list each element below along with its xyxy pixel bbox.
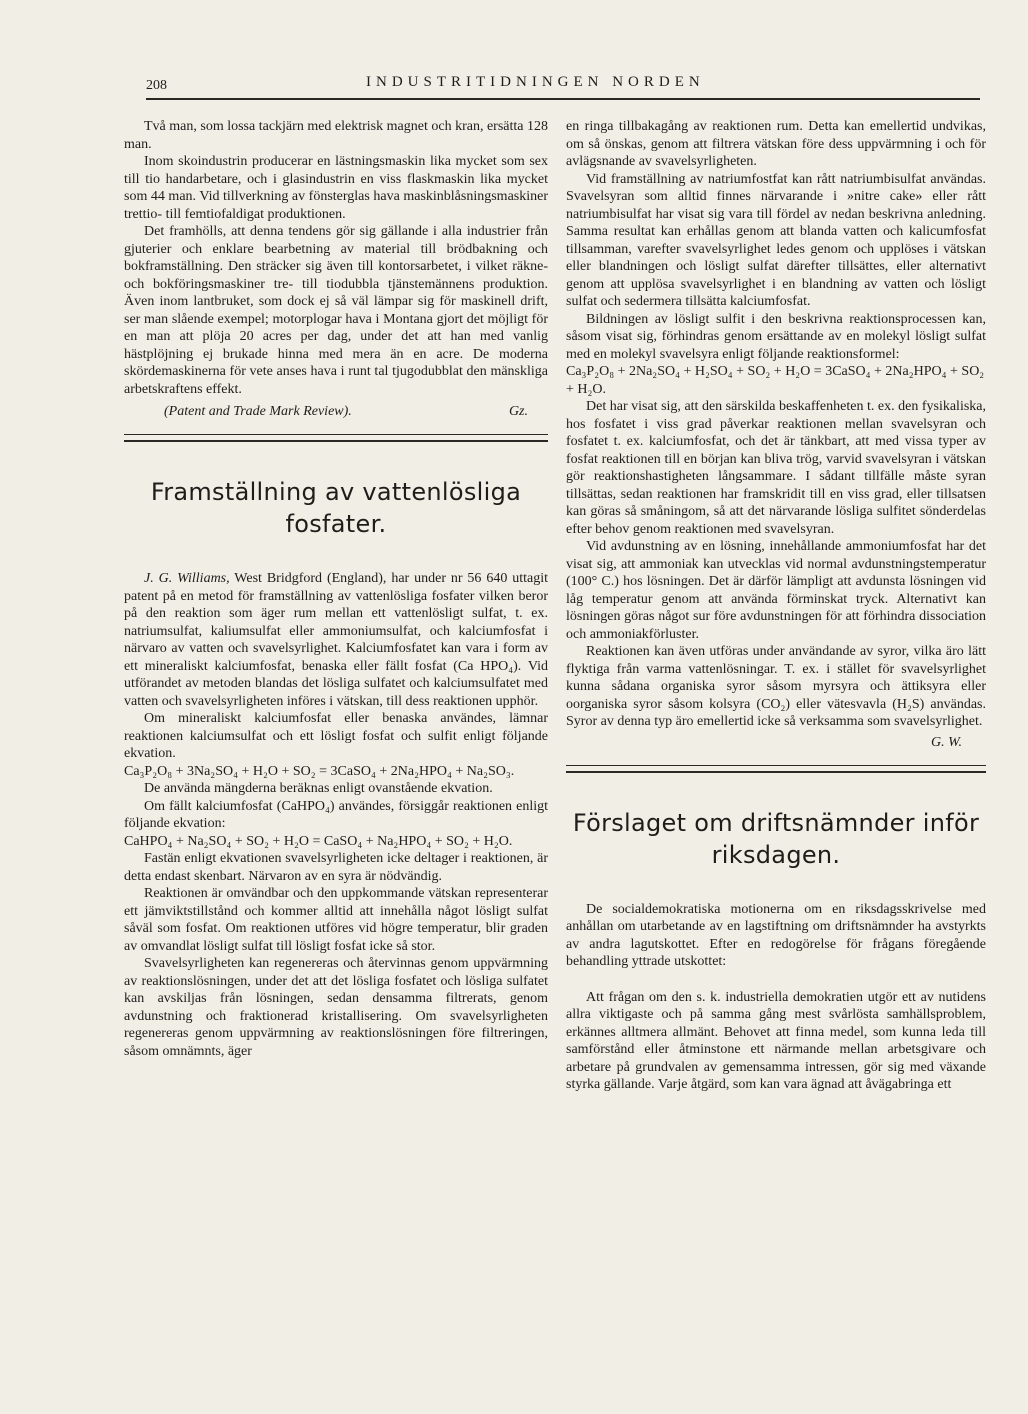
paragraph-acids: Reaktionen kan även utföras under användande av syror, vilka äro lätt flyktiga från varma vattenlösningar. T. ex. i stället för svavelsyrlighet kunna sådana organiska syror såsom myrsyra och ättiksyra eller oorganiska syror såsom kolsyra (CO₂) eller vätesvavla (H₂S) användas. Syror av denna typ äro emellertid icke så verksamma som svavelsyrlighet. <box>566 644 986 729</box>
paragraph-motions: De socialdemokratiska motionerna om en riksdagsskrivelse med anhållan om utarbetande av en lagstiftning om driftsnämnder ha avstyrkts av andra lagutskottet. Efter en redogörelse för frågans föregående behandling yttrade utskottet: <box>566 901 986 969</box>
article-title-driftsnamnder: Förslaget om driftsnämnder inför riksdagen. <box>572 808 980 869</box>
equation-1: Ca₃P₂O₈ + 3Na₂SO₄ + H₂O + SO₂ = 3CaSO₄ + 2Na₂HPO₄ + Na₂SO₃. <box>124 763 515 779</box>
paragraph-evaporation: Vid avdunstning av en lösning, innehållande ammoniumfosfat har det visat sig, att ammoniak kan utvecklas vid normal avdunstningstemperatur (100° C.) hos lösningen. Det är därför lämpligt att avdunsta lösningen vid låg temperatur genom att använda förminskat tryck. Alternativt kan lösningen göras något sur före avdunstningen för att förhindra dissociation och ammoniakförluster. <box>566 539 986 642</box>
article-title-fosfater: Framställning av vattenlösliga fosfater. <box>150 478 522 538</box>
paragraph-mineral: Om mineraliskt kalciumfosfat eller benaska användes, lämnar reaktionen kalciumsulfat och ett lösligt fosfat och sulfit enligt följande ekvation. <box>124 711 548 761</box>
page-number: 208 <box>146 78 167 93</box>
paragraph-although: Fastän enligt ekvationen svavelsyrligheten icke deltager i reaktionen, är detta endast skenbart. Närvaron av en syra är nödvändig. <box>124 851 548 884</box>
paragraph-regenerate: Svavelsyrligheten kan regenereras och återvinnas genom uppvärmning av reaktionslösningen, under det att det lösliga fosfatet och lösliga sulfatet kan avskiljas från lösningen, sedan densamma filtrerats, genom avdunstning och fraktionerad kristallisering. Om svavelsyrligheten regenereras genom uppvärmning av reaktionslösningen före filtreringen, såsom omnämnts, äger <box>124 956 548 1059</box>
equation-2: CaHPO₄ + Na₂SO₄ + SO₂ + H₂O = CaSO₄ + Na₂HPO₄ + SO₂ + H₂O. <box>124 833 513 849</box>
paragraph-sulfite: Bildningen av lösligt sulfit i den beskrivna reaktionsprocessen kan, såsom visat sig, förhindras genom ersättande av en molekyl lösligt sulfat med en molekyl svavelsyra enligt följande reaktionsformel: <box>566 311 986 362</box>
paragraph-tackjarn: Två man, som lossa tackjärn med elektrisk magnet och kran, ersätta 128 man. <box>124 119 548 152</box>
paragraph-precipitated: Om fällt kalciumfosfat (CaHPO₄) användes, försiggår reaktionen enligt följande ekvation: <box>124 798 548 831</box>
paragraph-amounts: De använda mängderna beräknas enligt ovanstående ekvation. <box>144 781 493 796</box>
paragraph-tendens: Det framhölls, att denna tendens gör sig gällande i alla industrier från gjuterier och enklare bearbetning av material till brödbakning och bokframställning. Den sträcker sig även till kontorsarbetet, i vilket räkne- och bokföringsmaskiner tre- till tiodubbla tjänstemännens produktion. Även inom lantbruket, som dock ej så väl lämpar sig för maskinell drift, ser man slående exempel; motorplogar hava i Montana gjort det möjligt för en man att plöja 20 acres per dag, under det att han med vanlig hästplöjning ej brukade hinna med mera än en acre. De moderna skördemaskinerna för vete anses hava i runt tal tjugodubblat den mänskliga arbetskraftens effekt. <box>124 224 548 397</box>
paragraph-nature: Det har visat sig, att den särskilda beskaffenheten t. ex. den fysikaliska, hos fosfatet i viss grad påverkar reaktionen mellan svavelsyran och fosfatet t. ex. kalciumfosfat, och det är tänkbart, att med vissa typer av fosfat reaktionen till en början kan bliva trög, varvid svavelsyran i vätskan gör reaktionshastigheten långsammare. I sådant tillfälle måste syran tillsättas, sedan reaktionen har framskridit till en viss grad, eller tillsatsen kan göras så småningom, så att det närvarande lösliga sulfitet sönderdelas efter behov genom reaktionen med svavelsyran. <box>566 399 986 537</box>
author-signature: G. W. <box>931 734 962 750</box>
header-rule <box>146 98 980 100</box>
paragraph-intro <box>124 570 548 710</box>
equation-3: Ca₃P₂O₈ + 2Na₂SO₄ + H₂SO₄ + SO₂ + H₂O = 3CaSO₄ + 2Na₂HPO₄ + SO₂ + H₂O. <box>566 364 985 397</box>
paragraph-quote: Att frågan om den s. k. industriella demokratien utgör ett av nutidens allra viktigaste och på samma gång mest svårlösta samhällsproblem, erkännes alltmera allmänt. Behovet att finna medel, som kunna leda till samförstånd eller åtminstone ett närmande mellan arbetsgivare och arbetare på grundvalen av gemensamma intressen, gör sig med växande styrka gällande. Varje åtgärd, som kan vara ägnad att åvägabringa ett <box>566 989 986 1092</box>
author-byline: J. G. Williams, <box>144 571 230 586</box>
paragraph-sodium: Vid framställning av natriumfostfat kan rått natriumbisulfat användas. Svavelsyran som alltid finnes närvarande i »nitre cake» eller rått natriumbisulfat har visat sig vara till fördel av nedan beskrivna anledning. Samma resultat kan erhållas genom att blanda vatten och kalicumfosfat tillsamman, varefter svavelsyrlighet ledes genom och upplöses i vätskan eller blandningen och lösligt sulfat därefter tillsättes, eller alternativt genom att upplösa svavelsyrlighet i en blandning av vatten och lösligt sulfat och sedermera tillsätta kalciumfosfat. <box>566 171 986 309</box>
section-divider-right <box>566 765 986 773</box>
source-citation: (Patent and Trade Mark Review). <box>164 404 352 419</box>
source-line <box>124 404 548 420</box>
left-column <box>124 118 548 1060</box>
page-header <box>146 72 980 102</box>
right-column <box>566 118 986 1094</box>
source-initials: Gz. <box>508 404 528 419</box>
paragraph-skoindustrin: Inom skoindustrin producerar en lästningsmaskin lika mycket som sex till tio handarbetare, och i glasindustrin en viss flaskmaskin lika mycket som 44 man. Vid tillverkning av fönsterglas hava maskinblåsningsmaskiner trettio- till femtiofaldigat produktionen. <box>124 154 548 222</box>
intro-text: West Bridgford (England), har under nr 56 640 uttagit patent på en metod för framställning av vattenlösliga fosfater vilken beror på den reaktion som äger rum mellan ett vattenlösligt sulfat, t. ex. natriumsulfat, kaliumsulfat eller ammoniumsulfat, och kalciumfosfat i närvaro av vatten och svavelsyrlighet. Kalciumfosfatet kan vara i form av ett mineraliskt kalciumfosfat, benaska eller fällt fosfat (Ca HPO₄). Vid utförandet av metoden blandas det lösliga sulfatet och kalciumsulfatet med vatten och svavelsyrligheten införes i vätskan, till dess reaktionen upphör. <box>124 571 549 709</box>
paragraph-reversible: Reaktionen är omvändbar och den uppkommande vätskan representerar ett jämviktstillstånd och kommer alltid att innehålla något lösligt sulfat såväl som fosfat. Om reaktionen utföres vid högre temperatur, blir graden av omvandlat lösligt sulfat till lösligt fosfat icke så stor. <box>124 886 548 954</box>
section-divider <box>124 434 548 442</box>
paragraph-continuation: en ringa tillbakagång av reaktionen rum. Detta kan emellertid undvikas, om så önskas, genom att filtrera vätskan före dess uppvärmning i och för avlägsnande av svavelsyrligheten. <box>566 119 986 169</box>
running-title: INDUSTRITIDNINGEN NORDEN <box>366 74 705 90</box>
